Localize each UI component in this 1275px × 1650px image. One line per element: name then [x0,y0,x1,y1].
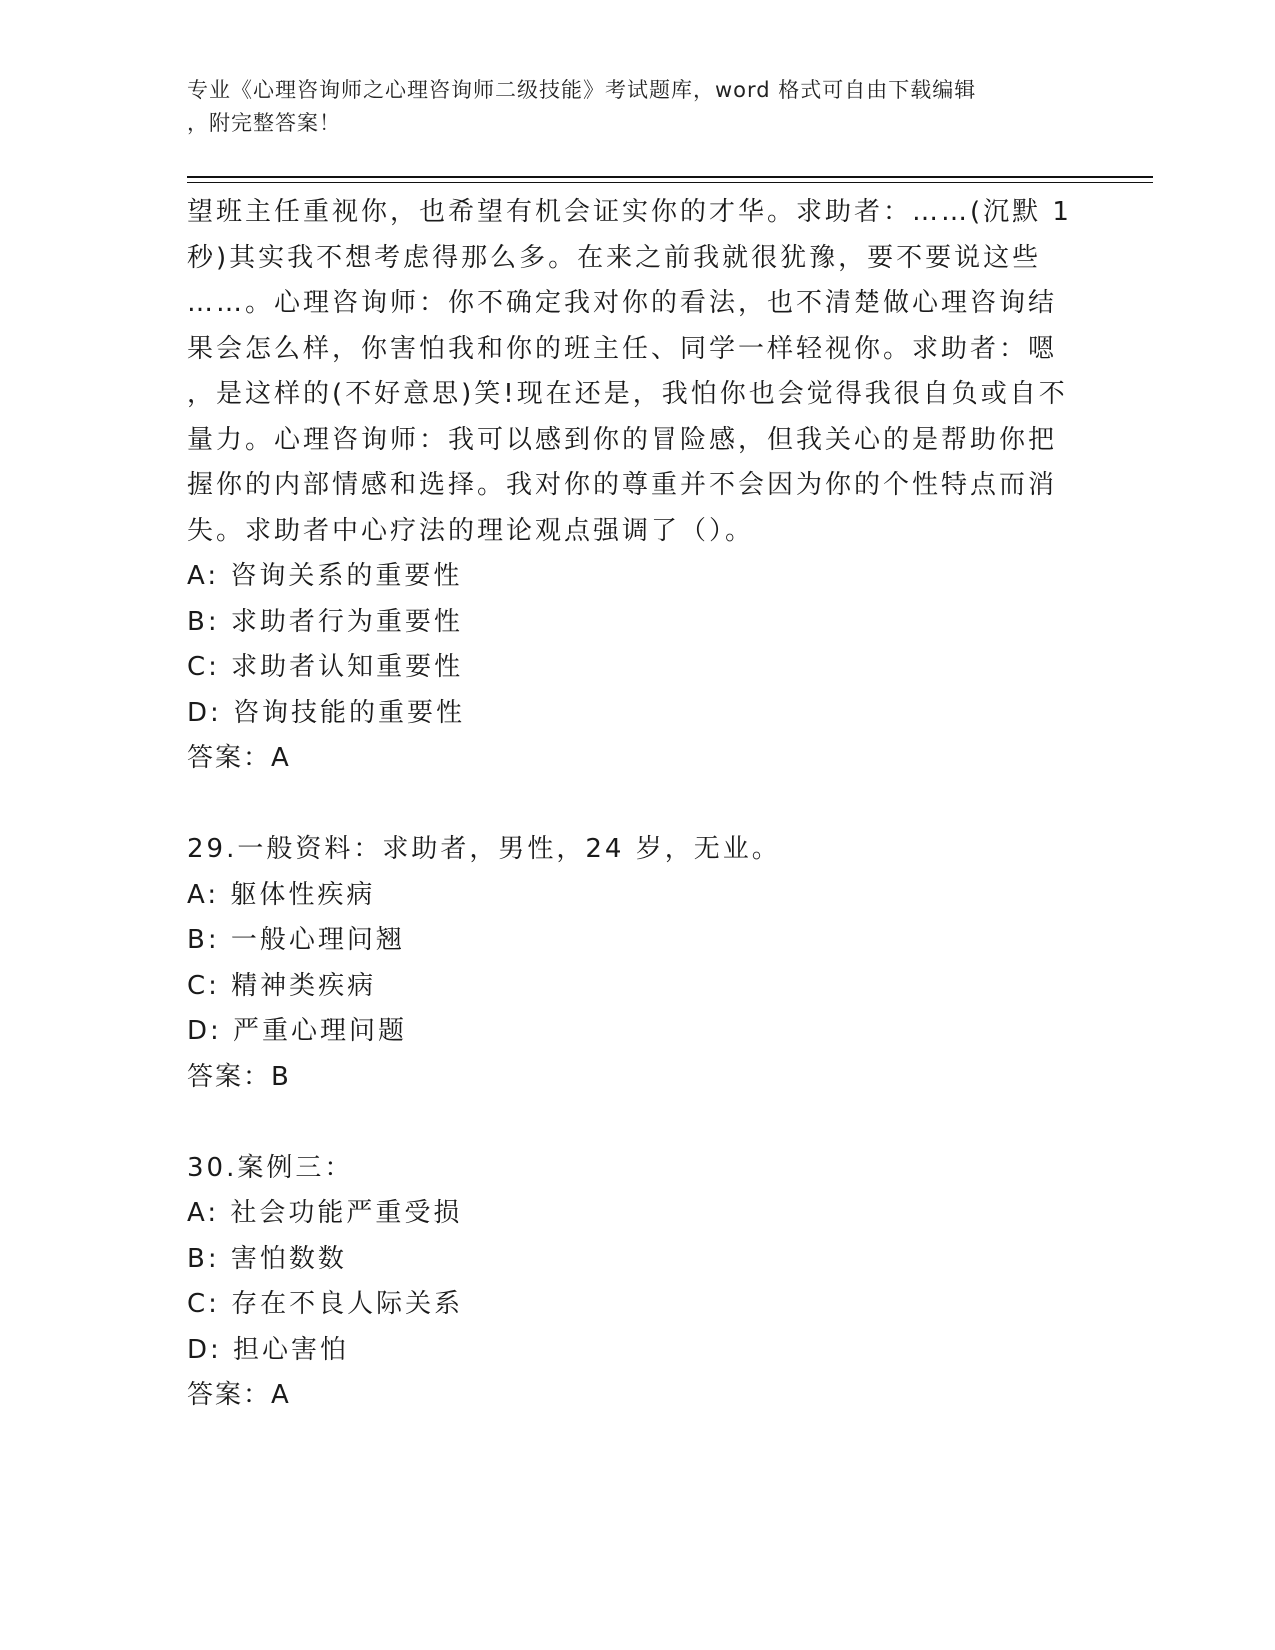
question-stem-line: 量力。心理咨询师：我可以感到你的冒险感，但我关心的是帮助你把 [187,424,1058,455]
question-30 [187,1146,1087,1419]
document-header [187,74,1077,140]
question-stem-line: 秒)其实我不想考虑得那么多。在来之前我就很犹豫，要不要说这些 [187,242,1042,273]
option-a: A: 躯体性疾病 [187,879,376,910]
question-stem-line: 握你的内部情感和选择。我对你的尊重并不会因为你的个性特点而消 [187,470,1058,500]
question-stem-line: 果会怎么样，你害怕我和你的班主任、同学一样轻视你。求助者：嗯 [187,333,1058,364]
answer-line: 答案：A [187,1380,291,1410]
option-b: B: 一般心理问翘 [187,925,405,955]
question-title: 29.一般资料：求助者，男性，24 岁，无业。 [187,834,781,864]
question-content [187,190,1087,1419]
question-stem-line: 失。求助者中心疗法的理论观点强调了（）。 [187,515,755,546]
option-a: A: 社会功能严重受损 [187,1198,463,1228]
question-spacer [187,782,1087,828]
question-29 [187,827,1087,1100]
option-d: D: 担心害怕 [187,1334,350,1365]
option-c: C: 精神类疾病 [187,970,377,1001]
option-d: D: 严重心理问题 [187,1016,408,1046]
option-b: B: 求助者行为重要性 [187,606,463,637]
question-stem-line: 望班主任重视你，也希望有机会证实你的才华。求助者：……(沉默 1 [187,197,1072,227]
question-28 [187,190,1087,782]
question-title: 30.案例三： [187,1152,354,1183]
header-line-1: 专业《心理咨询师之心理咨询师二级技能》考试题库，word 格式可自由下载编辑 [187,78,977,102]
question-spacer [187,1100,1087,1146]
option-a: A: 咨询关系的重要性 [187,561,463,591]
question-stem-line: ……。心理咨询师：你不确定我对你的看法，也不清楚做心理咨询结 [187,288,1058,318]
option-b: B: 害怕数数 [187,1243,347,1274]
answer-line: 答案：A [187,743,291,773]
header-divider [187,176,1153,183]
option-c: C: 存在不良人际关系 [187,1289,464,1319]
option-c: C: 求助者认知重要性 [187,652,464,682]
question-stem-line: ，是这样的(不好意思)笑!现在还是，我怕你也会觉得我很自负或自不 [187,379,1068,409]
answer-line: 答案：B [187,1061,291,1092]
header-line-2: ，附完整答案！ [187,111,341,135]
option-d: D: 咨询技能的重要性 [187,697,466,728]
